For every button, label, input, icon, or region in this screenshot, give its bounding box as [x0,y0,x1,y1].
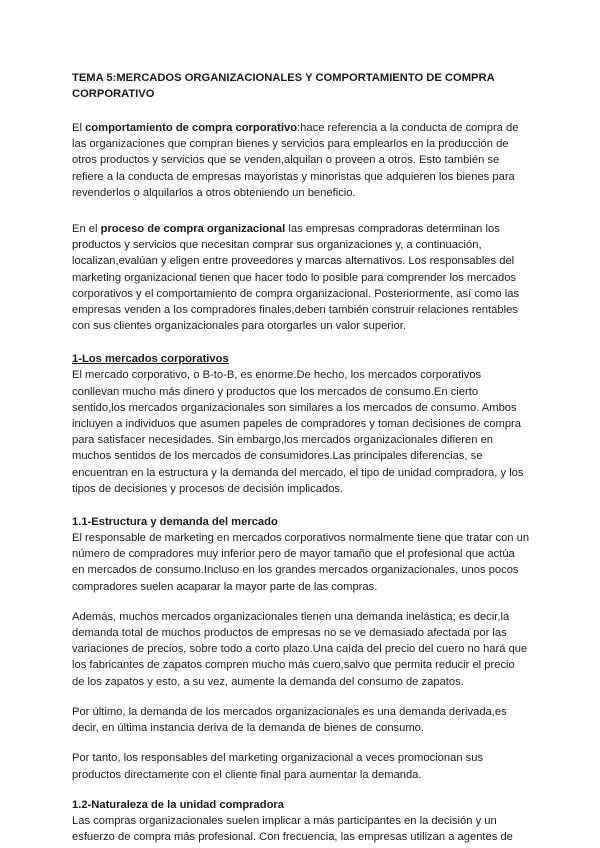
section-1-text: El mercado corporativo, o B-to-B, es enorme.De hecho, los mercados corporativos conllevan mucho más dinero y productos que los mercados de consumo.En cierto sentido,los mercados organizacionales son similares a los mercados de consumo. Ambos incluyen a individuos que asumen papeles de compradores y toman decisiones de compra para satisfacer necesidades. Sin embargo,los mercados organizacionales difieren en muchos sentidos de los mercados de consumidores.Las principales diferencias, se encuentran en la estructura y la demanda del mercado, el tipo de unidad compradora, y los tipos de decisiones y procesos de decisión implicados. [72,369,524,495]
section-1-2-text: Las compras organizacionales suelen implicar a más participantes en la decisión y un esfuerzo de compra más profesional. Con frecuencia, las empresas utilizan a agentes de [72,814,513,843]
paragraph-definition [72,120,530,201]
term-proceso: proceso de compra organizacional [100,223,286,236]
paragraph-process [72,221,530,334]
section-1-1-paragraph-1: El responsable de marketing en mercados corporativos normalmente tiene que tratar con un número de compradores muy inferior pero de mayor tamaño que el profesional que actúa en mercados de consumo.Incluso en los grandes mercados organizacionales, unos pocos compradores suelen acaparar la mayor parte de las compras. [72,532,530,593]
section-1-1-paragraph-4: Por tanto, los responsables del marketing organizacional a veces promocionan sus productos directamente con el cliente final para aumentar la demanda. [72,752,484,781]
section-heading-1-2: 1.2-Naturaleza de la unidad compradora [72,798,284,811]
term-comportamiento: comportamiento de compra corporativo [85,122,298,134]
paragraph-definition-pre: El [72,122,86,134]
section-heading-1-1: 1.1-Estructura y demanda del mercado [72,516,278,529]
section-1-1-paragraph-2: Además, muchos mercados organizacionales tienen una demanda inelástica; es decir,la demanda total de muchos productos de empresas no se ve demasiado afectada por las variaciones de precios, sobre todo a corto plazo.Una caída del precio del cuero no hará que los fabricantes de zapatos compren mucho más cuero,salvo que permita reducir el precio de los zapatos y esto, a su vez, aumente la demanda del consumo de zapatos. [72,610,528,688]
section-heading-1: 1-Los mercados corporativos [72,353,229,366]
paragraph-definition-text: :hace referencia a la conducta de compra de las organizaciones que compran bienes y servicios para emplearlos en la producción de otros productos y servicios que se venden,alquilan o proveen a otros. Esto también se refiere a la conducta de empresas mayoristas y minoristas que adquieren los bienes para revenderlos o alquilarlos a otros obteniendo un beneficio. [72,122,519,199]
paragraph-process-text: las empresas compradoras determinan los productos y servicios que necesitan comprar sus organizaciones y, a continuación, localizan,evalúan y eligen entre proveedores y marcas alternativos. Los responsables del marketing organizacional tienen que hacer todo lo posible para comprender los mercados corporativos y el comportamiento de compra organizacional. Posteriormente, así como las empresas venden a los compradores finales,deben también construir relaciones rentables con sus clientes organizacionales para otorgarles un valor superior. [72,223,520,333]
document-title: TEMA 5:MERCADOS ORGANIZACIONALES Y COMPORTAMIENTO DE COMPRA CORPORATIVO [72,72,495,100]
paragraph-process-pre: En el [72,223,101,236]
section-1-1-paragraph-3: Por último, la demanda de los mercados organizacionales es una demanda derivada,es decir, en última instancia deriva de la demanda de bienes de consumo. [72,705,507,735]
